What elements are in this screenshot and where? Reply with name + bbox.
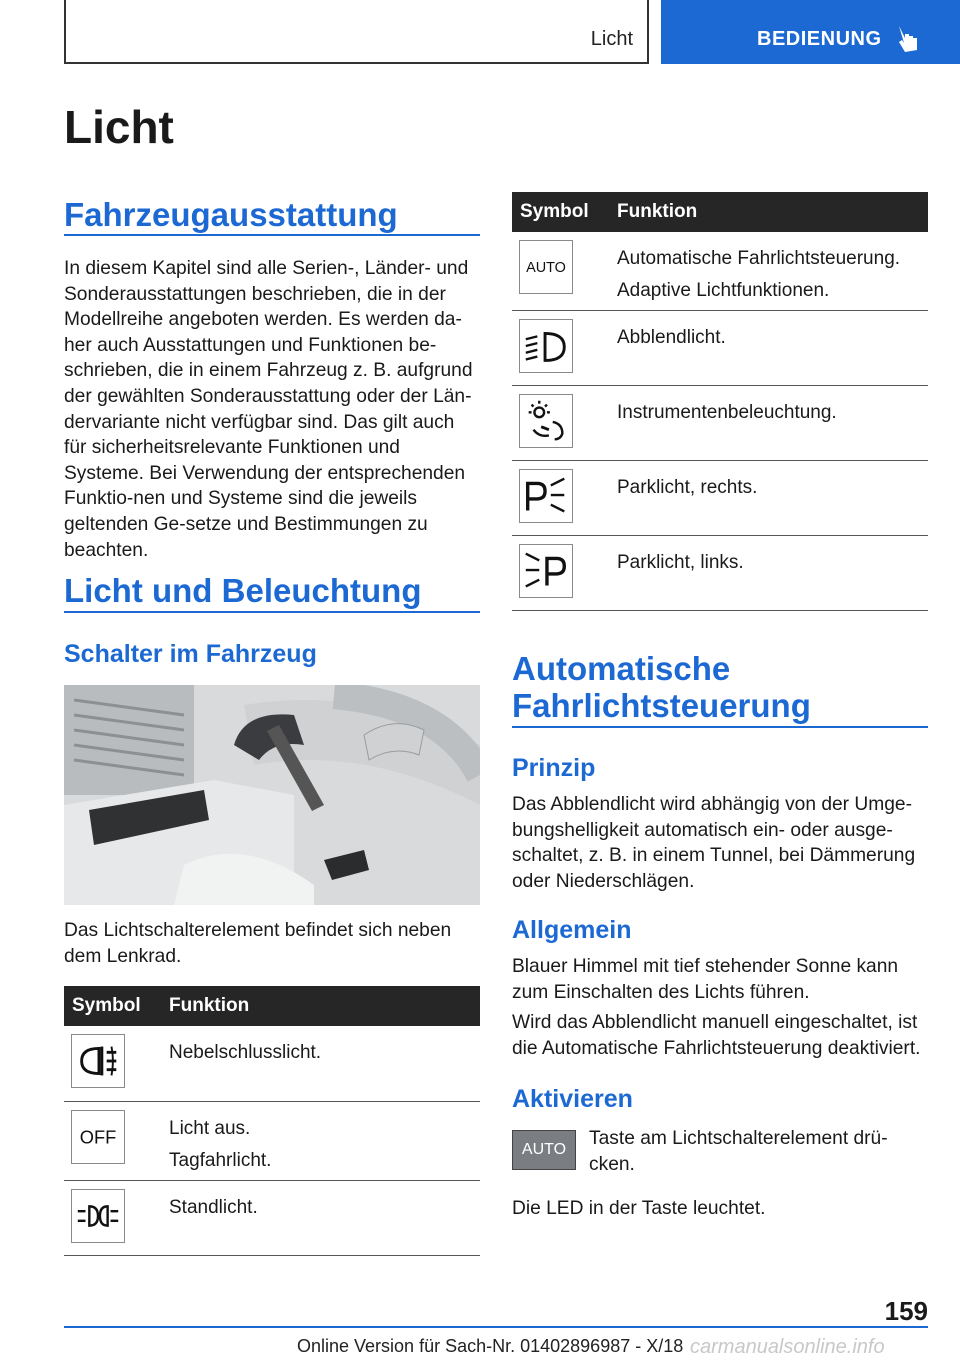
header-chapter-box	[64, 0, 649, 64]
table-row	[512, 386, 928, 461]
col-header-function: Funktion	[609, 192, 928, 232]
heading-rule	[64, 234, 480, 236]
heading-rule	[64, 611, 480, 613]
header-section-label: BEDIENUNG	[757, 28, 882, 50]
auto-symbol-text: AUTO	[526, 259, 566, 276]
heading-switch-in-vehicle: Schalter im Fahrzeug	[64, 640, 317, 668]
heading-automatic-headlight-control	[512, 650, 811, 724]
page-number: 159	[884, 1296, 928, 1326]
general-paragraph-1: Blauer Himmel mit tief stehender Sonne kann zum Einschalten des Lichts führen.	[512, 956, 899, 1003]
function-text: Automatische Fahrlichtsteuerung.	[617, 248, 901, 269]
function-text: Licht aus.	[169, 1117, 251, 1139]
rear-fog-light-icon	[71, 1034, 125, 1088]
table-row	[64, 1180, 480, 1255]
footer-rule	[64, 1326, 928, 1328]
table-row	[512, 536, 928, 611]
off-symbol-text: OFF	[79, 1126, 117, 1148]
off-icon	[71, 1110, 125, 1164]
function-text: Adaptive Lichtfunktionen.	[617, 280, 830, 301]
heading-vehicle-equipment: Fahrzeugausstattung	[64, 196, 398, 233]
right-symbol-table	[512, 192, 928, 611]
col-header-symbol: Symbol	[512, 192, 609, 232]
heading-line: Fahrlichtsteuerung	[512, 687, 811, 724]
table-row	[64, 1026, 480, 1101]
function-text: Parklicht, links.	[617, 552, 744, 573]
heading-activate: Aktivieren	[512, 1085, 633, 1113]
col-header-function: Funktion	[161, 986, 480, 1026]
left-symbol-table	[64, 986, 480, 1256]
table-row	[512, 232, 928, 311]
general-paragraph-2: Wird das Abblendlicht manuell eingeschaltet, ist die Automatische Fahrlichtsteuerung deaktiviert.	[512, 1012, 921, 1059]
instrument-lighting-icon	[519, 394, 573, 448]
table-row	[512, 311, 928, 386]
col-header-symbol: Symbol	[64, 986, 161, 1026]
light-switch-photo	[64, 685, 480, 905]
table-row	[512, 461, 928, 536]
function-text: Standlicht.	[169, 1196, 258, 1218]
table-row	[64, 1101, 480, 1180]
side-light-icon	[71, 1189, 125, 1243]
switch-caption: Das Lichtschalterelement befindet sich neben dem Lenkrad.	[64, 920, 452, 967]
header-chapter-label: Licht	[590, 28, 633, 50]
auto-icon	[519, 240, 573, 294]
function-text: Abblendlicht.	[617, 327, 726, 348]
auto-button-label: AUTO	[521, 1141, 567, 1158]
function-text: Instrumentenbeleuchtung.	[617, 402, 837, 423]
function-text: Nebelschlusslicht.	[169, 1042, 322, 1063]
led-paragraph: Die LED in der Taste leuchtet.	[512, 1198, 766, 1219]
low-beam-icon	[519, 319, 573, 373]
activate-paragraph: Taste am Lichtschalterelement drü-cken.	[589, 1128, 888, 1175]
heading-line: Automatische	[512, 650, 731, 687]
header-section-box	[661, 0, 960, 64]
online-version-note: Online Version für Sach-Nr. 01402896987 - X/18	[297, 1336, 684, 1356]
equipment-paragraph: In diesem Kapitel sind alle Serien-, Länder- und Sonderausstattungen beschrieben, die in der Modellreihe angeboten werden. Es werden da-her auch Ausstattungen und Funktionen be-schrieben, die in einem Fahrzeug z. B. aufgrund der gewählten Sonderausstattung oder der Län-dervariante nicht verfügbar sind. Das gilt auch für sicherheitsrelevante Funktionen und Systeme. Bei Verwendung der entsprechenden Funktio-nen und Systeme sind die jeweils geltenden Ge-setze und Bestimmungen zu beachten.	[64, 258, 473, 561]
parking-light-right-icon	[519, 469, 573, 523]
parking-light-left-icon	[519, 544, 573, 598]
heading-light-and-lighting: Licht und Beleuchtung	[64, 572, 422, 609]
page-title: Licht	[64, 101, 174, 153]
heading-general: Allgemein	[512, 916, 632, 944]
heading-principle: Prinzip	[512, 754, 596, 782]
pointing-hand-icon	[895, 24, 921, 54]
principle-paragraph: Das Abblendlicht wird abhängig von der Umge-bungshelligkeit automatisch ein- oder ausge-schaltet, z. B. in einem Tunnel, bei Dämmerung oder Niederschlägen.	[512, 794, 916, 892]
watermark: carmanualsonline.info	[690, 1336, 885, 1358]
function-text: Tagfahrlicht.	[169, 1149, 272, 1171]
heading-rule	[512, 726, 928, 728]
function-text: Parklicht, rechts.	[617, 477, 758, 498]
auto-button-illustration	[512, 1130, 576, 1170]
